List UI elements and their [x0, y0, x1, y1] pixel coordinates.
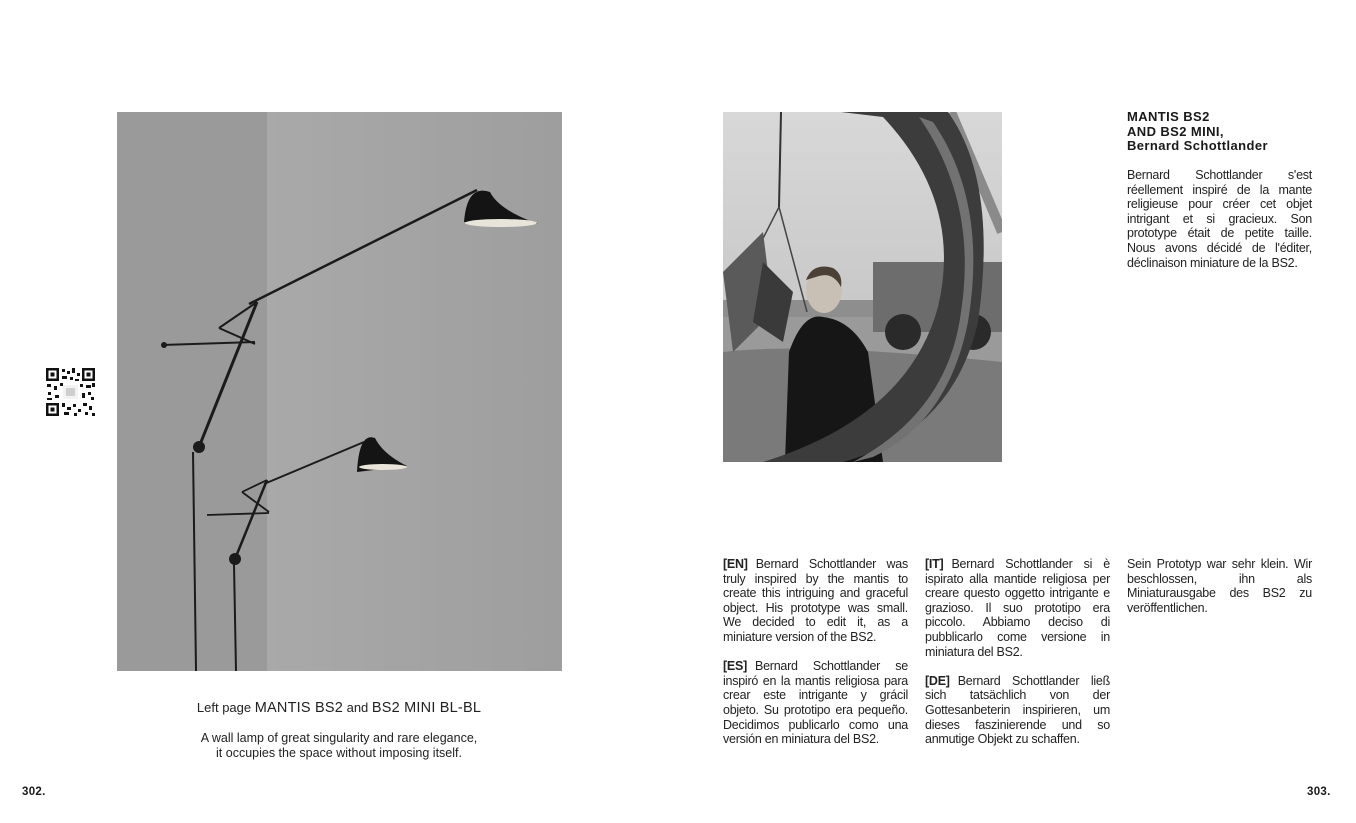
- page-number-right: 303.: [1307, 786, 1331, 798]
- caption-model-2: BS2 MINI BL-BL: [371, 700, 482, 716]
- german-text: Bernard Schottlander ließ sich tatsächlich von der Gottesanbeterin inspirieren, um dieses faszinierende und so anmutige Objekt zu schaffen.: [925, 673, 1110, 747]
- text-column-1: [723, 557, 908, 761]
- spanish-paragraph: [723, 659, 908, 747]
- german-paragraph: [925, 674, 1110, 747]
- caption: [150, 699, 528, 761]
- lang-tag-es: [ES]: [723, 659, 747, 674]
- qr-code[interactable]: [45, 367, 96, 417]
- italian-text: Bernard Schottlander si è ispirato alla mantide religiosa per creare questo oggetto intrigante e grazioso. Il suo prototipo era piccolo. Abbiamo deciso di pubblicarlo come versione in miniatura del BS2.: [925, 557, 1110, 659]
- caption-description: [150, 731, 528, 761]
- caption-description-line-1: A wall lamp of great singularity and rare elegance,: [200, 731, 478, 745]
- caption-description-line-2: it occupies the space without imposing itself.: [216, 746, 462, 760]
- lamp-photo-illustration: [117, 112, 562, 671]
- caption-model-1: MANTIS BS2: [254, 700, 343, 716]
- spanish-text: Bernard Schottlander se inspiró en la mantis religiosa para crear este intrigante y grácil objeto. Su prototipo era pequeño. Decidimos publicarlo como una versión en miniatura del BS2.: [723, 659, 908, 747]
- title-line-2: AND BS2 MINI,: [1127, 123, 1224, 139]
- lang-tag-de: [DE]: [925, 673, 950, 688]
- text-column-3: [1127, 557, 1312, 630]
- lang-tag-it: [IT]: [925, 557, 944, 571]
- portrait-photo-illustration: [723, 112, 1002, 462]
- english-paragraph: [723, 557, 908, 645]
- page-number-left: 302.: [22, 786, 46, 798]
- title-line-1: MANTIS BS2: [1127, 109, 1210, 124]
- german-paragraph-continued: Sein Prototyp war sehr klein. Wir beschlossen, ihn als Miniaturausgabe des BS2 zu veröffentlichen.: [1127, 557, 1312, 615]
- qr-code-graphic: [45, 367, 96, 417]
- caption-prefix: Left page: [196, 700, 252, 715]
- lamp-photo: [117, 112, 562, 671]
- lang-tag-en: [EN]: [723, 557, 748, 571]
- title-line-3: Bernard Schottlander: [1127, 138, 1268, 154]
- portrait-photo: [723, 112, 1002, 462]
- italian-paragraph: [925, 557, 1110, 659]
- caption-conjunction: and: [346, 700, 369, 715]
- caption-heading: [150, 699, 528, 717]
- text-column-2: [925, 557, 1110, 761]
- article-title: [1127, 110, 1327, 154]
- english-text: Bernard Schottlander was truly inspired by the mantis to create this intriguing and graceful object. His prototype was small. We decided to edit it, as a miniature version of the BS2.: [723, 557, 908, 644]
- french-text: Bernard Schottlander s'est réellement inspiré de la mante religieuse pour créer cet objet intrigant et si gracieux. Son prototype était de petite taille. Nous avons décidé de l'éditer, déclinaison miniature de la BS2.: [1127, 168, 1312, 270]
